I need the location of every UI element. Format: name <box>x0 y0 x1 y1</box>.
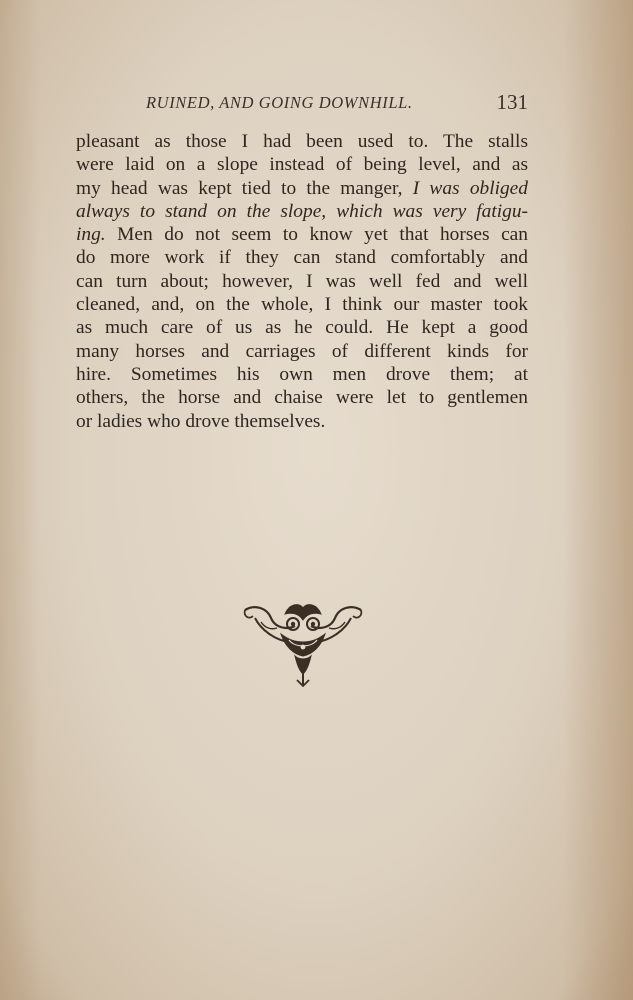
text-segment: as much care of us as he could. He kept a good <box>76 317 528 339</box>
text-line <box>76 386 528 409</box>
page-number: 131 <box>496 90 528 114</box>
text-line <box>76 363 528 386</box>
body-paragraph <box>76 130 528 433</box>
text-line <box>76 153 528 176</box>
text-line <box>76 340 528 363</box>
text-segment: do more work if they can stand comfortably and <box>76 247 528 269</box>
text-line <box>76 293 528 316</box>
italic-text-segment: I was obliged <box>412 177 528 199</box>
text-segment: cleaned, and, on the whole, I think our master took <box>76 294 528 316</box>
text-segment: my head was kept tied to the manger, <box>76 177 413 199</box>
text-segment: can turn about; however, I was well fed and well <box>76 270 528 292</box>
text-segment: others, the horse and chaise were let to gentlemen <box>76 387 528 409</box>
text-line <box>76 177 528 200</box>
text-line <box>76 316 528 339</box>
italic-text-segment: always to stand on the slope, which was very fatigu- <box>76 200 528 222</box>
text-segment: were laid on a slope instead of being level, and as <box>76 154 528 176</box>
text-line <box>76 270 528 293</box>
text-segment: Men do not seem to know yet that horses can <box>105 224 528 246</box>
text-segment: or ladies who drove themselves. <box>76 410 326 432</box>
text-segment: pleasant as those I had been used to. The stalls <box>76 131 528 152</box>
running-title: RUINED, AND GOING DOWNHILL. <box>146 93 413 112</box>
running-head <box>76 90 528 116</box>
italic-text-segment: ing. <box>76 224 106 246</box>
floral-tailpiece-icon <box>241 600 365 688</box>
text-segment: hire. Sometimes his own men drove them; at <box>76 363 528 385</box>
text-line <box>76 200 528 223</box>
text-line <box>76 223 528 246</box>
text-line <box>76 246 528 269</box>
text-segment: many horses and carriages of different kinds for <box>76 340 528 362</box>
text-line <box>76 410 528 433</box>
text-line <box>76 130 528 153</box>
